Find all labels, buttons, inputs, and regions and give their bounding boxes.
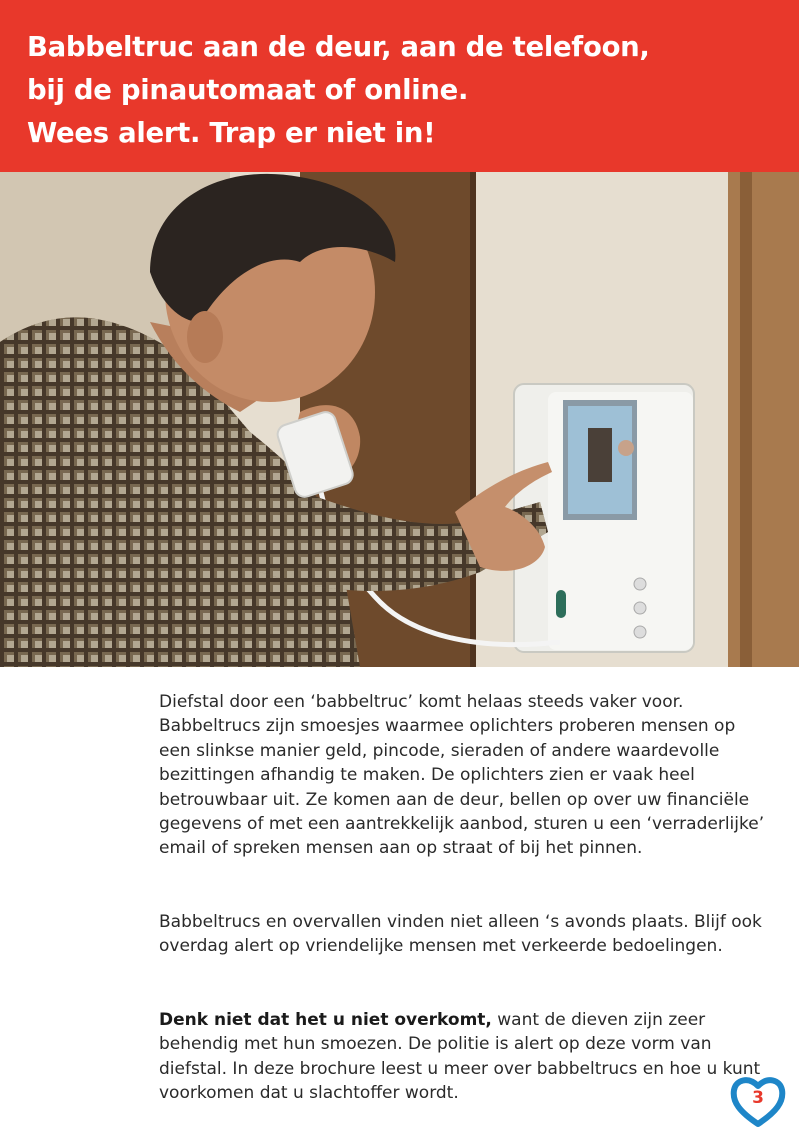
warning-paragraph [159,1008,771,1106]
intro-paragraph: Diefstal door een ‘babbeltruc’ komt helaas steeds vaker voor. Babbeltrucs zijn smoesjes waarmee oplichters proberen mensen op een slinkse manier geld, pincode, sieraden of andere waardevolle bezittingen afhandig te maken. De oplichters zien er vaak heel betrouwbaar uit. Ze komen aan de deur, bellen op over uw financiële gegevens of met een aantrekkelijk aanbod, sturen u een ‘verraderlijke’ email of spreken mensen aan op straat of bij het pinnen. [159,692,765,859]
page-number-badge [730,1074,786,1128]
intercom-photo [0,172,799,667]
daytime-paragraph: Babbeltrucs en overvallen vinden niet alleen ‘s avonds plaats. Blijf ook overdag alert op vriendelijke mensen met verkeerde bedoelingen. [159,912,762,957]
header-banner [0,0,799,172]
headline-line-2: bij de pinautomaat of online. [27,74,469,106]
headline-line-3: Wees alert. Trap er niet in! [27,117,436,149]
headline-line-1: Babbeltruc aan de deur, aan de telefoon, [27,31,650,63]
page-number: 3 [752,1088,764,1108]
warning-bold-lead: Denk niet dat het u niet overkomt, [159,1010,492,1030]
warning-body-text: want de dieven zijn zeer behendig met hun smoezen. De politie is alert op deze vorm van diefstal. In deze brochure leest u meer over babbeltrucs en hoe u kunt voorkomen dat u slachtoffer wordt. [159,1010,761,1104]
